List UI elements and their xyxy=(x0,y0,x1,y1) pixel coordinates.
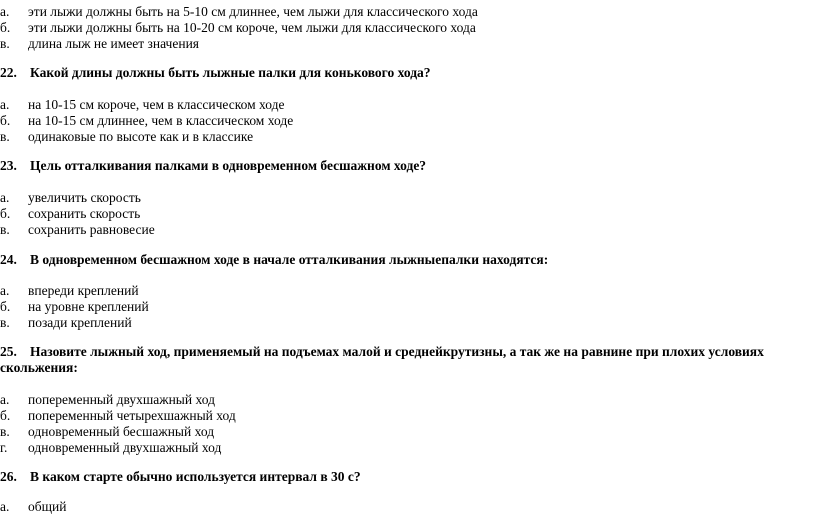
option-text: эти лыжи должны быть на 5-10 см длиннее, чем лыжи для классического хода xyxy=(28,4,478,19)
option-marker: а. xyxy=(0,392,10,407)
option-marker: а. xyxy=(0,97,10,112)
option-text: на уровне креплений xyxy=(28,299,149,314)
question-heading xyxy=(0,252,548,268)
option-text: сохранить скорость xyxy=(28,206,141,221)
answer-option xyxy=(0,315,132,331)
answer-option xyxy=(0,113,293,129)
option-text: на 10-15 см короче, чем в классическом ходе xyxy=(28,97,285,112)
answer-option xyxy=(0,299,149,315)
question-number: 25. xyxy=(0,344,17,359)
answer-option xyxy=(0,20,476,36)
question-number: 26. xyxy=(0,469,17,484)
answer-option xyxy=(0,190,141,206)
question-text: В каком старте обычно используется интервал в 30 с? xyxy=(30,469,361,484)
option-marker: б. xyxy=(0,113,11,128)
question-continuation xyxy=(0,360,78,376)
option-marker: б. xyxy=(0,408,11,423)
answer-option xyxy=(0,222,155,238)
answer-option xyxy=(0,424,214,440)
question-number: 24. xyxy=(0,252,17,267)
option-marker: г. xyxy=(0,440,8,455)
question-text: Назовите лыжный ход, применяемый на подъемах малой и среднейкрутизны, а так же на равнине при плохих условиях xyxy=(30,344,764,359)
option-text: впереди креплений xyxy=(28,283,139,298)
answer-option xyxy=(0,129,253,145)
option-marker: а. xyxy=(0,283,10,298)
answer-option xyxy=(0,392,215,408)
question-heading xyxy=(0,469,361,485)
option-text: длина лыж не имеет значения xyxy=(28,36,199,51)
option-text: сохранить равновесие xyxy=(28,222,155,237)
option-text: попеременный четырехшажный ход xyxy=(28,408,236,423)
answer-option xyxy=(0,36,199,52)
option-text: одновременный двухшажный ход xyxy=(28,440,222,455)
option-text: эти лыжи должны быть на 10-20 см короче, чем лыжи для классического хода xyxy=(28,20,476,35)
option-marker: б. xyxy=(0,206,11,221)
question-heading xyxy=(0,158,426,174)
question-heading xyxy=(0,344,764,360)
option-marker: а. xyxy=(0,499,10,514)
answer-option xyxy=(0,206,140,222)
option-marker: а. xyxy=(0,4,10,19)
option-text: одинаковые по высоте как и в классике xyxy=(28,129,254,144)
option-marker: в. xyxy=(0,315,10,330)
option-marker: б. xyxy=(0,299,11,314)
question-number: 23. xyxy=(0,158,17,173)
option-marker: в. xyxy=(0,129,10,144)
option-marker: в. xyxy=(0,424,10,439)
question-text: В одновременном бесшажном ходе в начале отталкивания лыжныепалки находятся: xyxy=(30,252,549,267)
option-text: позади креплений xyxy=(28,315,132,330)
question-heading xyxy=(0,65,431,81)
option-text: общий xyxy=(28,499,67,514)
option-marker: а. xyxy=(0,190,10,205)
answer-option xyxy=(0,440,221,456)
answer-option xyxy=(0,4,478,20)
question-number: 22. xyxy=(0,65,17,80)
option-text: попеременный двухшажный ход xyxy=(28,392,215,407)
option-marker: б. xyxy=(0,20,11,35)
option-text: увеличить скорость xyxy=(28,190,141,205)
question-text: скольжения: xyxy=(0,360,78,375)
answer-option xyxy=(0,408,236,424)
option-text: на 10-15 см длиннее, чем в классическом ходе xyxy=(28,113,294,128)
option-marker: в. xyxy=(0,222,10,237)
answer-option xyxy=(0,499,66,515)
answer-option xyxy=(0,283,139,299)
question-text: Какой длины должны быть лыжные палки для конькового хода? xyxy=(30,65,431,80)
question-text: Цель отталкивания палками в одновременном бесшажном ходе? xyxy=(30,158,427,173)
answer-option xyxy=(0,97,284,113)
option-text: одновременный бесшажный ход xyxy=(28,424,215,439)
option-marker: в. xyxy=(0,36,10,51)
